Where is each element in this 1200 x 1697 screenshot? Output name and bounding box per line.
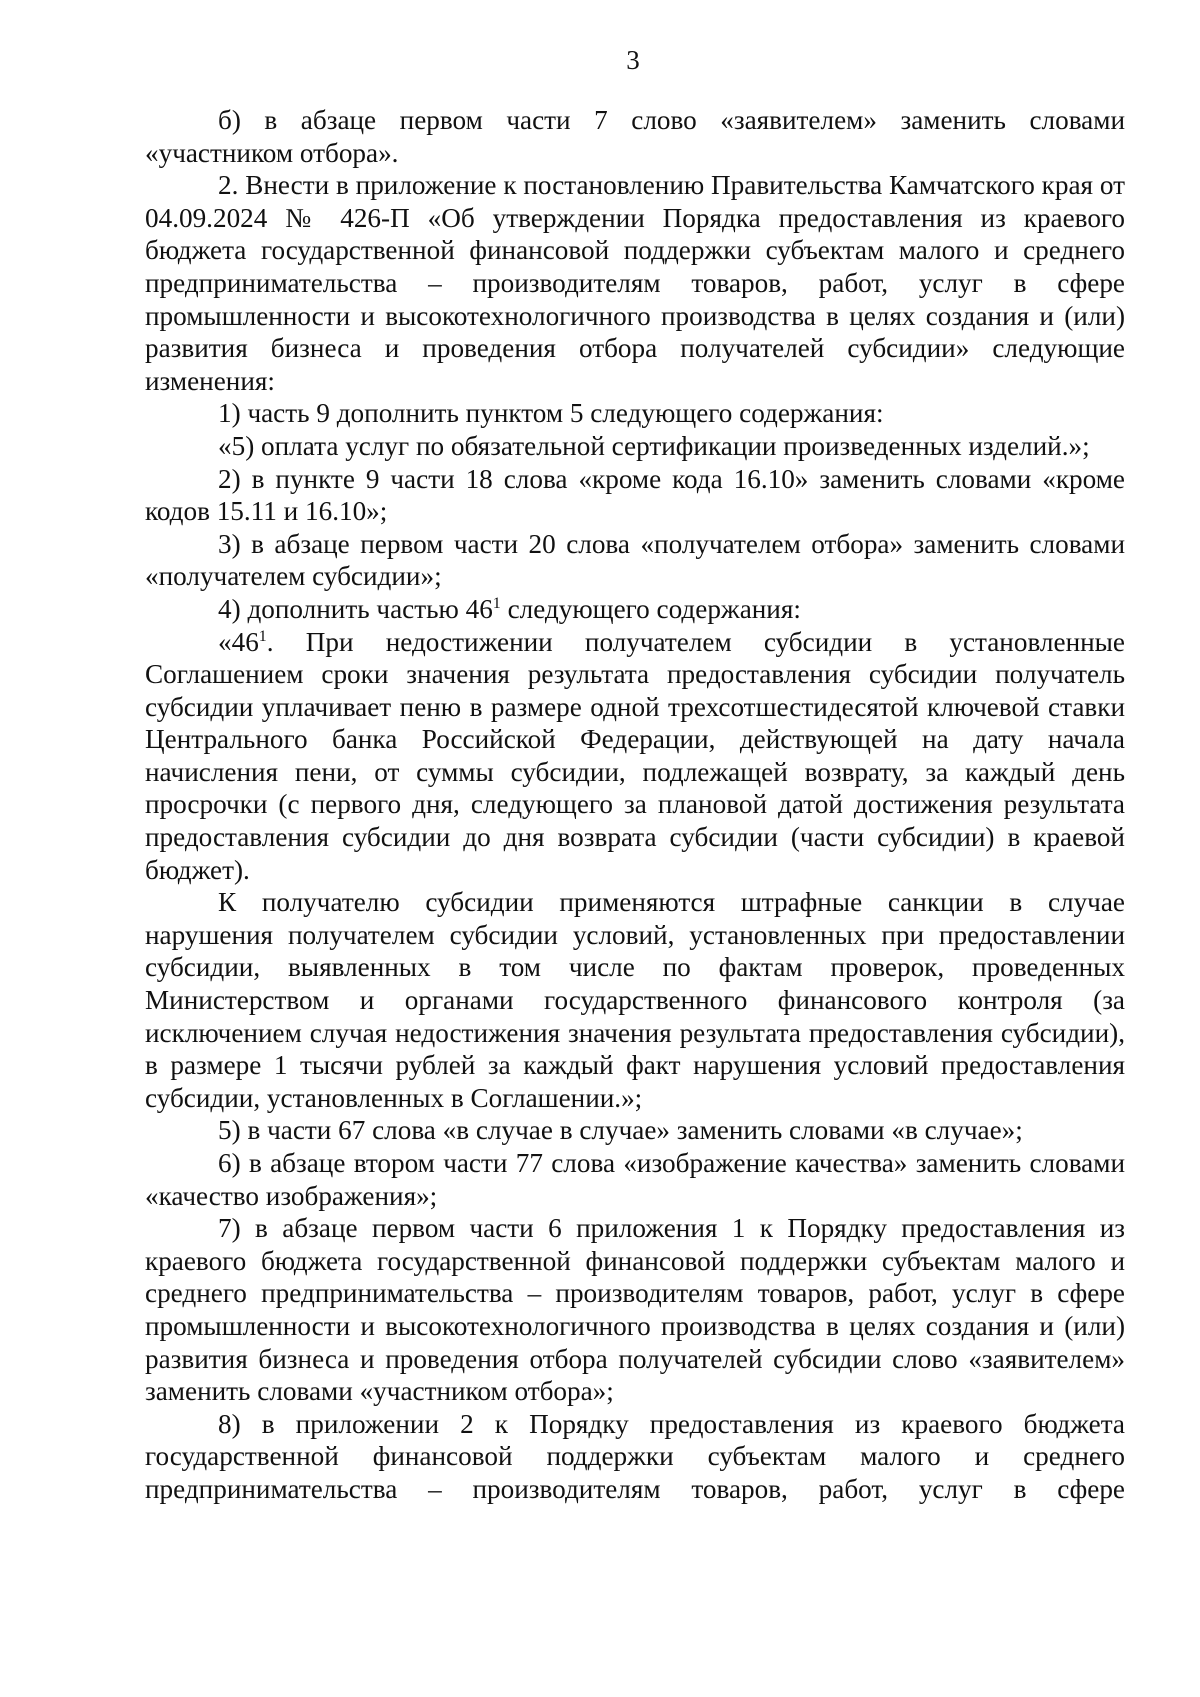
paragraph-1b: б) в абзаце первом части 7 слово «заявителем» заменить словами «участником отбора». — [145, 105, 1125, 168]
paragraph-46-1-before: «46 — [218, 626, 259, 657]
paragraph-2: 2. Внести в приложение к постановлению Правительства Камчатского края от 04.09.2024 № 426-П «Об утверждении Порядка предоставления из краевого бюджета государственной финансовой поддержки субъектам малого и среднего предпринимательства – производителям товаров, работ, услуг в сфере промышленности и высокотехнологичного производства в целях создания и (или) развития бизнеса и проведения отбора получателей субсидии» следующие изменения: — [145, 170, 1125, 396]
paragraph-penalties: К получателю субсидии применяются штрафные санкции в случае нарушения получателем субсидии условий, установленных при предоставлении субсидии, выявленных в том числе по фактам проверок, проведенных Министерством и органами государственного финансового контроля (за исключением случая недостижения значения результата предоставления субсидии), в размере 1 тысячи рублей за каждый факт нарушения условий предоставления субсидии, установленных в Соглашении.»; — [145, 887, 1125, 1113]
paragraph-item-2: 2) в пункте 9 части 18 слова «кроме кода 16.10» заменить словами «кроме кодов 15.11 и 16.10»; — [145, 463, 1125, 527]
document-body — [145, 104, 1125, 1506]
paragraph-item-6: 6) в абзаце втором части 77 слова «изображение качества» заменить словами «качество изображения»; — [145, 1148, 1125, 1211]
paragraph-46-1-after: . При недостижении получателем субсидии в установленные Соглашением сроки значения результата предоставления субсидии получатель субсидии уплачивает пеню в размере одной трехсотшестидесятой ключевой ставки Центрального банка Российской Федерации, действующей на дату начала начисления пени, от суммы субсидии, подлежащей возврату, за каждый день просрочки (с первого дня, следующего за плановой датой достижения результата предоставления субсидии до дня возврата субсидии (части субсидии) в краевой бюджет). — [145, 626, 1125, 885]
paragraph-item-4 — [145, 593, 1125, 626]
paragraph-item-5: 5) в части 67 слова «в случае в случае» заменить словами «в случае»; — [218, 1115, 1023, 1146]
paragraph-item-1: 1) часть 9 дополнить пунктом 5 следующего содержания: — [218, 398, 884, 429]
paragraph-item-3: 3) в абзаце первом части 20 слова «получателем отбора» заменить словами «получателем субсидии»; — [145, 528, 1125, 592]
paragraph-item-1-text: «5) оплата услуг по обязательной сертификации произведенных изделий.»; — [218, 430, 1090, 461]
paragraph-item-8: 8) в приложении 2 к Порядку предоставления из краевого бюджета государственной финансовой поддержки субъектам малого и среднего предпринимательства – производителям товаров, работ, услуг в сфере — [145, 1408, 1125, 1504]
superscript-one: 1 — [258, 627, 267, 645]
paragraph-item-4-after: следующего содержания: — [500, 593, 801, 624]
superscript-one: 1 — [492, 594, 501, 612]
paragraph-item-4-before: 4) дополнить частью 46 — [218, 593, 493, 624]
paragraph-46-1-text — [145, 626, 1125, 887]
paragraph-item-7: 7) в абзаце первом части 6 приложения 1 к Порядку предоставления из краевого бюджета государственной финансовой поддержки субъектам малого и среднего предпринимательства – производителям товаров, работ, услуг в сфере промышленности и высокотехнологичного производства в целях создания и (или) развития бизнеса и проведения отбора получателей субсидии слово «заявителем» заменить словами «участником отбора»; — [145, 1213, 1125, 1407]
page-number: 3 — [626, 45, 640, 75]
